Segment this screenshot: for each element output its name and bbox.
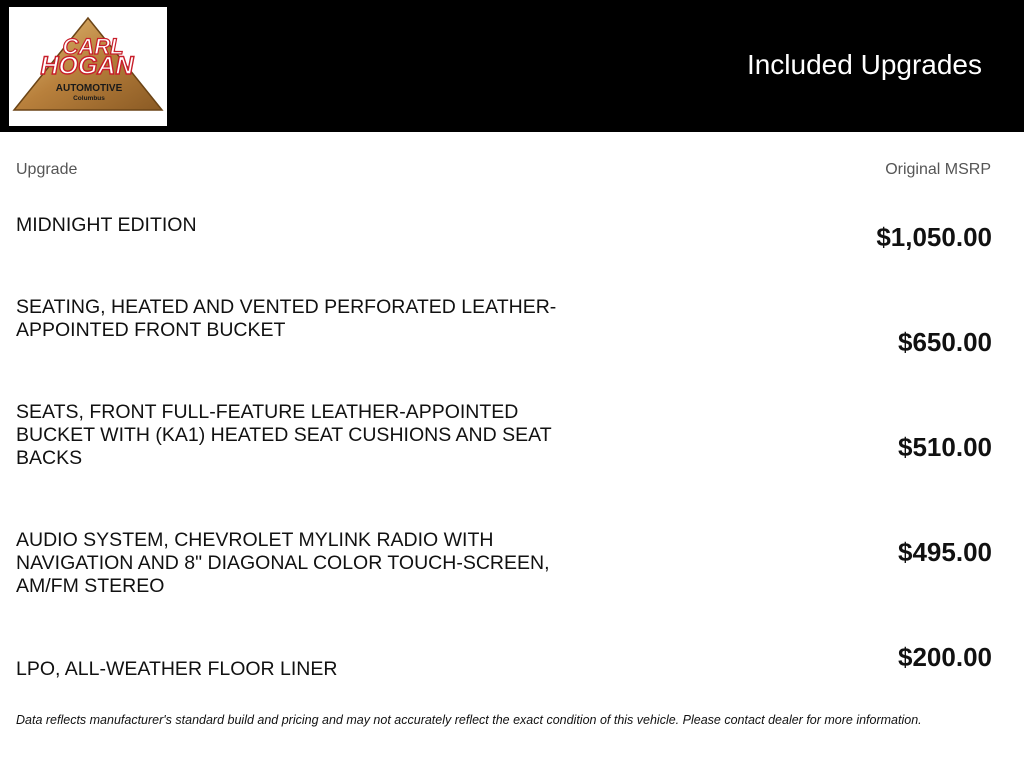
upgrade-name: LPO, ALL-WEATHER FLOOR LINER bbox=[16, 658, 338, 680]
logo-text-carl: CARL bbox=[62, 34, 124, 59]
upgrade-price: $650.00 bbox=[898, 327, 992, 357]
column-header-msrp: Original MSRP bbox=[885, 161, 991, 178]
logo-text-hogan: HOGAN bbox=[40, 52, 134, 80]
column-header-upgrade: Upgrade bbox=[16, 161, 78, 178]
upgrade-name: SEATING, HEATED AND VENTED PERFORATED LEATHER-APPOINTED FRONT BUCKET bbox=[16, 296, 557, 341]
page-title: Included Upgrades bbox=[746, 49, 982, 80]
header-bar bbox=[0, 0, 1024, 132]
upgrade-name: AUDIO SYSTEM, CHEVROLET MYLINK RADIO WITH NAVIGATION AND 8" DIAGONAL COLOR TOUCH-SCREEN, AM/FM STEREO bbox=[16, 529, 550, 597]
logo-text-columbus: Columbus bbox=[73, 95, 105, 102]
upgrade-name: SEATS, FRONT FULL-FEATURE LEATHER-APPOINTED BUCKET WITH (KA1) HEATED SEAT CUSHIONS AND SEAT BACKS bbox=[16, 401, 552, 469]
upgrade-price: $510.00 bbox=[898, 432, 992, 462]
logo-graphic bbox=[9, 7, 167, 126]
upgrade-price: $495.00 bbox=[898, 537, 992, 567]
upgrade-name: MIDNIGHT EDITION bbox=[16, 214, 197, 236]
logo-text-automotive: AUTOMOTIVE bbox=[55, 83, 123, 94]
disclaimer-text: Data reflects manufacturer's standard build and pricing and may not accurately reflect the exact condition of this vehicle. Please contact dealer for more information. bbox=[16, 713, 922, 727]
dealer-logo bbox=[9, 7, 167, 126]
upgrade-price: $200.00 bbox=[898, 642, 992, 672]
upgrade-price: $1,050.00 bbox=[876, 222, 992, 252]
